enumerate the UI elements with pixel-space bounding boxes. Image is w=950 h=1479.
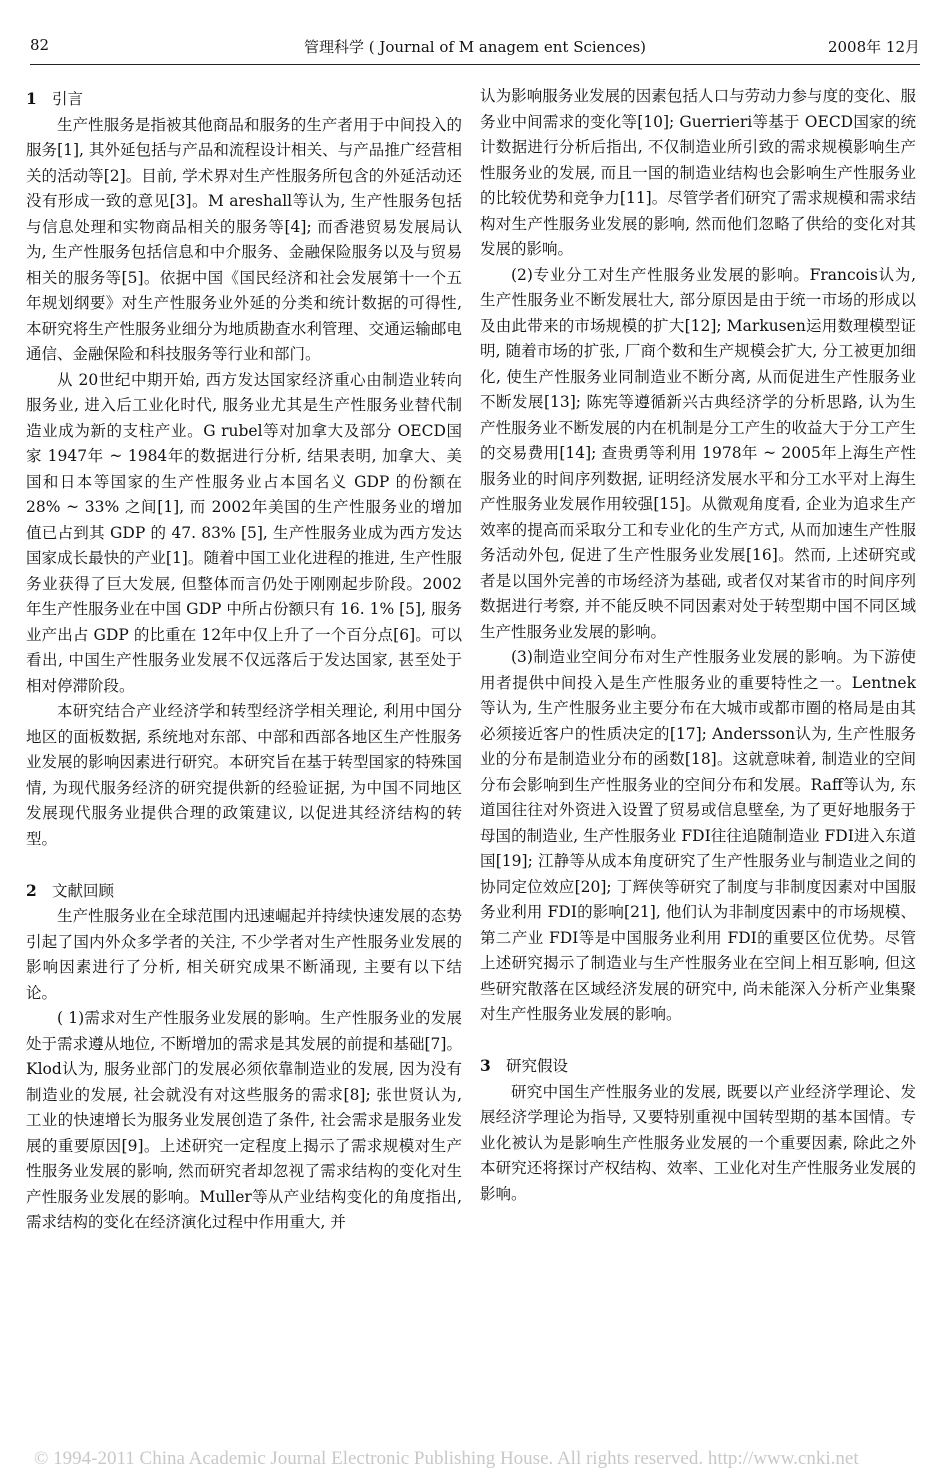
paragraph: (3)制造业空间分布对生产性服务业发展的影响。为下游使用者提供中间投入是生产性服务业的重要特性之一。Lentnek等认为, 生产性服务业主要分布在大城市或都市圈的格局是由其必须接近客户的性质决定的[17]; Andersson认为, 生产性服务业的分布是制造业分布的函数[18]。这就意味着, 制造业的空间分布会影响到生产性服务业的空间分布和发展。Raff等认为, 东道国往往对外资进入设置了贸易或信息壁垒, 为了更好地服务于母国的制造业, 生产性服务业 FDI往往追随制造业 FDI进入东道国[19]; 江静等从成本角度研究了生产性服务业与制造业之间的协同定位效应[20]; 丁辉侠等研究了制度与非制度因素对中国服务业利用 FDI的影响[21], 他们认为非制度因素中的市场规模、第二产业 FDI等是中国服务业利用 FDI的重要区位优势。尽管上述研究揭示了制造业与生产性服务业在空间上相互影响, 但这些研究散落在区域经济发展的研究中, 尚未能深入分析产业集聚对生产性服务业发展的影响。 [480, 648, 916, 1023]
section-2-heading [26, 878, 462, 905]
section-3-heading [480, 1053, 916, 1080]
paragraph: 从 20世纪中期开始, 西方发达国家经济重心由制造业转向服务业, 进入后工业化时代, 服务业尤其是生产性服务业替代制造业成为新的支柱产业。G rubel等对加拿大及部分 OECD国家 1947年 ~ 1984年的数据进行分析, 结果表明, 加拿大、美国和日本等国家的生产性服务业占本国名义 GDP 的份额在 28% ~ 33% 之间[1], 而 2002年美国的生产性服务业的增加值已占到其 GDP 的 47. 83% [5], 生产性服务业成为西方发达国家成长最快的产业[1]。随着中国工业化进程的推进, 生产性服务业获得了巨大发展, 但整体而言仍处于刚刚起步阶段。2002年生产性服务业在中国 GDP 中所占份额只有 16. 1% [5], 服务业产出占 GDP 的比重在 12年中仅上升了一个百分点[6]。可以看出, 中国生产性服务业发展不仅远落后于发达国家, 甚至处于相对停滞阶段。 [26, 370, 462, 695]
section-number: 3 [480, 1056, 491, 1075]
section-title: 引言 [52, 90, 84, 108]
issue-date: 2008年 12月 [827, 38, 920, 56]
paragraph: 研究中国生产性服务业的发展, 既要以产业经济学理论、发展经济学理论为指导, 又要特别重视中国转型期的基本国情。专业化被认为是影响生产性服务业发展的一个重要因素, 除此之外本研究还将探讨产权结构、效率、工业化对生产性服务业发展的影响。 [480, 1082, 916, 1203]
paragraph: 生产性服务是指被其他商品和服务的生产者用于中间投入的服务[1], 其外延包括与产品和流程设计相关、与产品推广经营相关的活动等[2]。目前, 学术界对生产性服务所包含的外延活动还没有形成一致的意见[3]。M areshall等认为, 生产性服务包括与信息处理和实物商品相关的服务等[4]; 而香港贸易发展局认为, 生产性服务包括信息和中介服务、金融保险服务以及与贸易相关的服务等[5]。依据中国《国民经济和社会发展第十一个五年规划纲要》对生产性服务业外延的分类和统计数据的可得性, 本研究将生产性服务业细分为地质勘查水利管理、交通运输邮电通信、金融保险和科技服务等行业和部门。 [26, 115, 462, 363]
left-column [26, 86, 462, 1236]
running-header [30, 36, 920, 60]
right-column [480, 84, 916, 1207]
spacer [26, 852, 462, 878]
paragraph: 本研究结合产业经济学和转型经济学相关理论, 利用中国分地区的面板数据, 系统地对东部、中部和西部各地区生产性服务业发展的影响因素进行研究。本研究旨在基于转型国家的特殊国情, 为现代服务经济的研究提供新的经验证据, 为中国不同地区发展现代服务业提供合理的政策建议, 以促进其经济结构的转型。 [26, 702, 462, 848]
paragraph: (2)专业分工对生产性服务业发展的影响。Francois认为, 生产性服务业不断发展壮大, 部分原因是由于统一市场的形成以及由此带来的市场规模的扩大[12]; Markusen运用数理模型证明, 随着市场的扩张, 厂商个数和生产规模会扩大, 分工被更加细化, 使生产性服务业同制造业不断分离, 从而促进生产性服务业不断发展[13]; 陈宪等遵循新兴古典经济学的分析思路, 认为生产性服务业不断发展的内在机制是分工产生的收益大于分工产生的交易费用[14]; 查贵勇等利用 1978年 ~ 2005年上海生产性服务业的时间序列数据, 证明经济发展水平和分工水平对上海生产性服务业发展作用较强[15]。从微观角度看, 企业为追求生产效率的提高而采取分工和专业化的生产方式, 从而加速生产性服务活动外包, 促进了生产性服务业发展[16]。然而, 上述研究或者是以国外完善的市场经济为基础, 或者仅对某省市的时间序列数据进行考察, 并不能反映不同因素对处于转型期中国不同区域生产性服务业发展的影响。 [480, 265, 916, 641]
spacer [480, 1028, 916, 1054]
section-1-heading [26, 86, 462, 113]
section-number: 2 [26, 880, 37, 900]
paragraph: 认为影响服务业发展的因素包括人口与劳动力参与度的变化、服务业中间需求的变化等[10]; Guerrieri等基于 OECD国家的统计数据进行分析后指出, 不仅制造业所引致的需求规模影响生产性服务业的发展, 而且一国的制造业结构也会影响生产性服务业的比较优势和竞争力[11]。尽管学者们研究了需求规模和需求结构对生产性服务业发展的影响, 然而他们忽略了供给的变化对其发展的影响。 [480, 87, 916, 258]
section-title: 文献回顾 [52, 881, 115, 900]
journal-title: 管理科学 ( Journal of M anagem ent Sciences) [303, 38, 647, 56]
header-rule [30, 64, 920, 65]
section-number: 1 [26, 89, 37, 108]
paragraph: ( 1)需求对生产性服务业发展的影响。生产性服务业的发展处于需求遵从地位, 不断增加的需求是其发展的前提和基础[7]。Klod认为, 服务业部门的发展必须依靠制造业的发展, 因为没有制造业的发展, 社会就没有对这些服务的需求[8]; 张世贤认为, 工业的快速增长为服务业发展创造了条件, 社会需求是服务业发展的重要原因[9]。上述研究一定程度上揭示了需求规模对生产性服务业发展的影响, 然而研究者却忽视了需求结构的变化对生产性服务业发展的影响。Muller等从产业结构变化的角度指出, 需求结构的变化在经济演化过程中作用重大, 并 [26, 1009, 462, 1231]
copyright-watermark: © 1994-2011 China Academic Journal Electronic Publishing House. All rights reserved. http://www.cnki.net [34, 1448, 859, 1469]
page-number: 82 [30, 36, 50, 54]
paragraph: 生产性服务业在全球范围内迅速崛起并持续快速发展的态势引起了国内外众多学者的关注, 不少学者对生产性服务业发展的影响因素进行了分析, 相关研究成果不断涌现, 主要有以下结论。 [26, 907, 462, 1002]
section-title: 研究假设 [506, 1057, 569, 1075]
